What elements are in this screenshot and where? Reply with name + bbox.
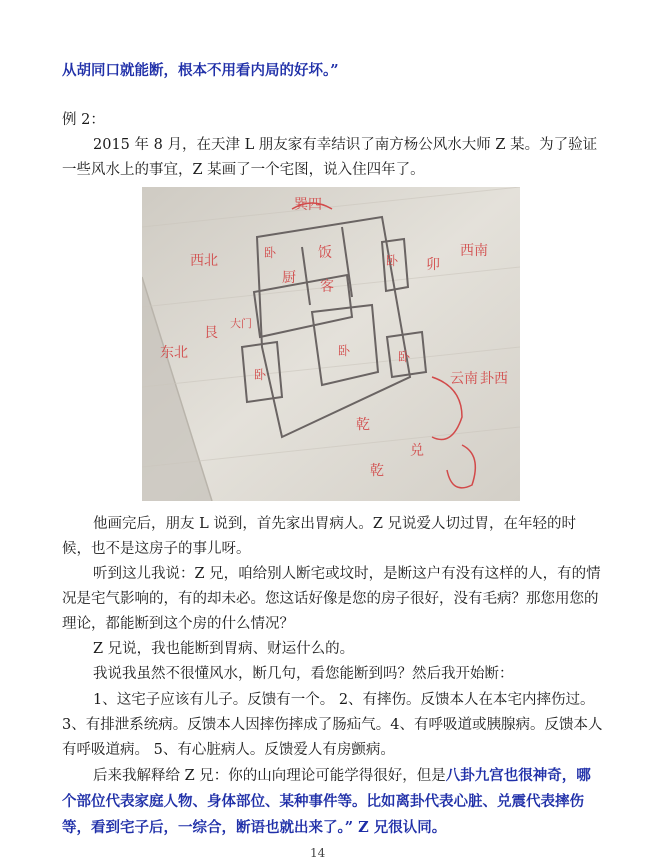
sketch-label-east-side: 东北	[160, 345, 188, 361]
opening-line: 从胡同口就能断，根本不用看内局的好坏。”	[62, 62, 339, 79]
example-label: 例 2：	[62, 112, 105, 128]
sketch-label-bedroom: 卧	[264, 246, 277, 260]
sketch-label-east-room: 西南	[460, 243, 488, 259]
page-number: 14	[310, 846, 326, 860]
explanation-emphasis: 八卦九宫也很神奇，哪个部位代表家庭人物、身体部位、某种事件等。比如离卦代表心脏、兑震代表摔伤等，看到宅子后，一综合，断语也就出来了。”	[62, 767, 591, 836]
sketch-label-east: 卯	[426, 257, 440, 273]
sketch-label-hall: 客	[320, 279, 334, 295]
sketch-label-bottom-q: 乾	[356, 417, 370, 433]
paragraph-intro: 2015 年 8 月，在天津 L 朋友家有幸结识了南方杨公风水大师 Z 某。为了验证一些风水上的事宜，Z 某画了一个宅图，说入住四年了。	[62, 137, 598, 178]
explanation-end: Z 兄很认同。	[353, 819, 447, 836]
paragraph-i-say: 我说我虽然不很懂风水，断几句，看您能断到吗？然后我开始断：	[93, 666, 514, 682]
sketch-label-right-low: 云南	[450, 371, 478, 387]
sketch-label-right-room: 卧	[386, 254, 399, 268]
sketch-label-gate: 大门	[230, 317, 252, 330]
paragraph-explanation	[62, 763, 604, 841]
sketch-label-bottom2: 乾	[370, 463, 384, 479]
sketch-label-top: 巽四	[294, 197, 322, 213]
sketch-label-far-right: 卦西	[480, 371, 508, 387]
sketch-label-mid: 卧	[338, 344, 351, 358]
paragraph-judgements: 1、这宅子应该有儿子。反馈有一个。 2、有摔伤。反馈本人在本宅内摔伤过。3、有排泄系统病。反馈本人因摔伤摔成了肠疝气。4、有呼吸道或胰腺病。反馈本人有呼吸道病。 5、有心脏病人。反馈爱人有房颤病。	[62, 692, 603, 758]
sketch-label-right-lower: 卧	[398, 350, 411, 364]
sketch-label-west-room: 西北	[190, 253, 218, 269]
paragraph-after-drawing: 他画完后，朋友 L 说到，首先家出胃病人。Z 兄说爱人切过胃，在年轻的时候，也不是这房子的事儿呀。	[62, 516, 577, 557]
paragraph-z-says: Z 兄说，我也能断到胃病、财运什么的。	[93, 641, 355, 657]
explanation-plain: 后来我解释给 Z 兄：你的山向理论可能学得很好，但是	[93, 768, 446, 784]
sketch-label-kitchen: 厨	[282, 270, 296, 286]
house-sketch-photo	[142, 187, 520, 501]
house-sketch-drawing	[142, 187, 520, 501]
sketch-label-dining: 饭	[318, 245, 332, 261]
sketch-label-left-lower: 卧	[254, 368, 267, 382]
sketch-label-gen: 艮	[204, 325, 218, 341]
sketch-label-bottom: 兑	[410, 443, 424, 459]
paragraph-reply: 听到这儿我说：Z 兄，咱给别人断宅或坟时，是断这户有没有这样的人，有的情况是宅气影响的，有的却未必。您这话好像是您的房子很好，没有毛病？那您用您的理论，都能断到这个房的什么情况？	[62, 566, 601, 632]
